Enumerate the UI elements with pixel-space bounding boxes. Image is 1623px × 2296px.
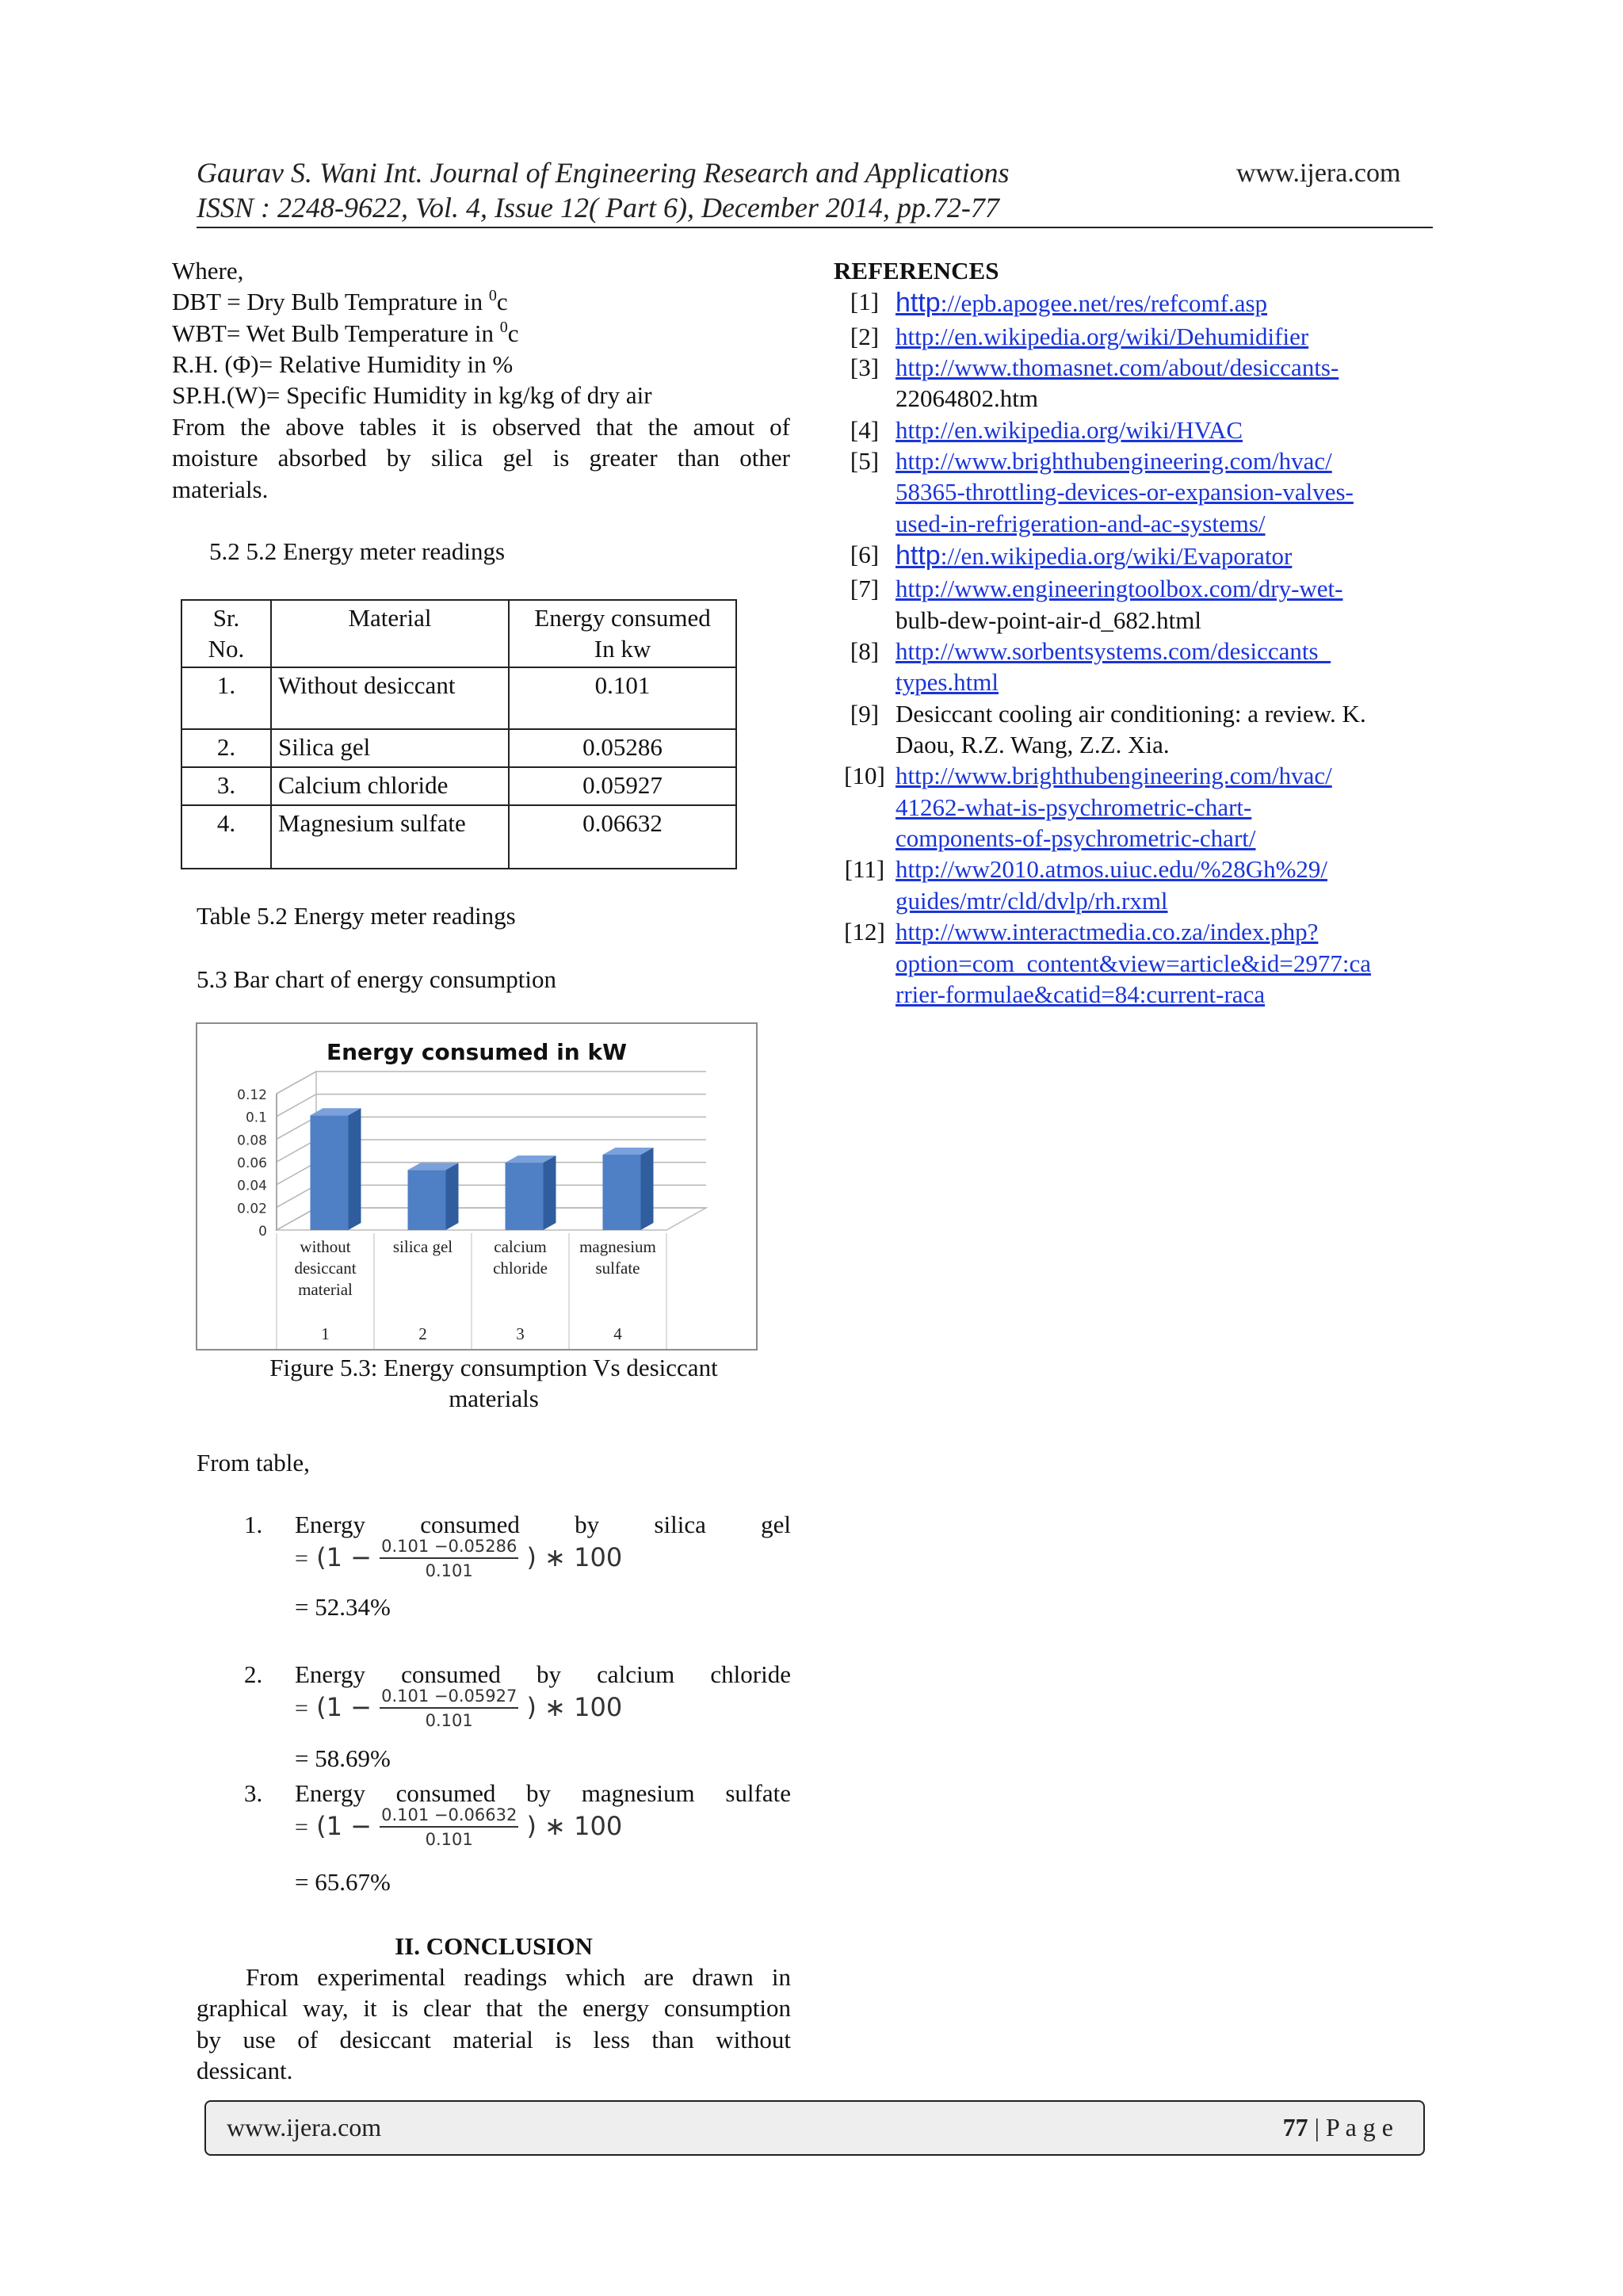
calc-number: 1.	[244, 1511, 263, 1538]
reference-link[interactable]: http://en.wikipedia.org/wiki/Dehumidifier	[896, 322, 1309, 350]
table-cell: 0.101	[509, 667, 736, 729]
category-number: 1	[321, 1324, 330, 1343]
table-header: Energy consumed In kw	[509, 600, 736, 667]
from-table-label: From table,	[197, 1449, 310, 1477]
reference-link[interactable]: used-in-refrigeration-and-ac-systems/	[896, 509, 1266, 537]
bar	[311, 1115, 349, 1230]
table-cell: Silica gel	[271, 729, 509, 767]
table-cell: Magnesium sulfate	[271, 805, 509, 869]
table-caption: Table 5.2 Energy meter readings	[197, 902, 516, 930]
figure-caption-line-2: materials	[449, 1385, 539, 1413]
category-number: 3	[516, 1324, 525, 1343]
y-tick-label: 0.02	[237, 1201, 267, 1217]
table-cell: 2.	[181, 729, 271, 767]
calc-statement: Energy consumed by silica gel	[295, 1511, 791, 1538]
category-label: sulfate	[595, 1259, 640, 1278]
table-cell: 0.05286	[509, 729, 736, 767]
journal-title: Gaurav S. Wani Int. Journal of Engineering Research and Applications	[197, 157, 1010, 189]
calc-result: = 58.69%	[295, 1744, 391, 1772]
sph-definition: SP.H.(W)= Specific Humidity in kg/kg of dry air	[172, 381, 652, 410]
conclusion-line: dessicant.	[197, 2057, 293, 2085]
dbt-definition: DBT = Dry Bulb Temprature in $^0$c	[172, 287, 508, 316]
reference-item: [11] http://ww2010.atmos.uiuc.edu/%28Gh%29/ guides/mtr/cld/dvlp/rh.rxml	[844, 855, 1328, 915]
table-cell: Calcium chloride	[271, 767, 509, 805]
references-section	[834, 255, 1436, 1010]
energy-table	[181, 599, 737, 869]
reference-link[interactable]: components-of-psychrometric-chart/	[896, 824, 1256, 853]
category-label: material	[298, 1280, 353, 1299]
reference-link[interactable]: http://en.wikipedia.org/wiki/Evaporator	[896, 541, 1293, 571]
category-label: silica gel	[392, 1237, 453, 1256]
table-header: Sr. No.	[181, 600, 271, 667]
definitions-block	[172, 255, 790, 505]
reference-link[interactable]: http://www.brighthubengineering.com/hvac/	[896, 446, 1332, 475]
reference-item: [5] http://www.brighthubengineering.com/hvac/ 58365-throttling-devices-or-expansion-valves- used-in-refrigeration-and-ac-systems/	[850, 446, 1354, 537]
table-cell: 0.05927	[509, 767, 736, 805]
reference-item: [2] http://en.wikipedia.org/wiki/Dehumidifier	[850, 322, 1309, 350]
figure-caption-line-1: Figure 5.3: Energy consumption Vs desiccant	[269, 1354, 718, 1381]
reference-link[interactable]: option=com_content&view=article&id=2977:ca	[896, 949, 1371, 977]
table-row	[181, 805, 736, 869]
gridline	[277, 1072, 706, 1094]
reference-item: [4] http://en.wikipedia.org/wiki/HVAC	[850, 415, 1243, 444]
calc-result: = 52.34%	[295, 1593, 391, 1621]
reference-item: [10] http://www.brighthubengineering.com/hvac/ 41262-what-is-psychrometric-chart- components-of-psychrometric-chart/	[844, 762, 1332, 853]
energy-bar-chart	[196, 1022, 758, 1350]
table-cell: 1.	[181, 667, 271, 729]
conclusion-line: graphical way, it is clear that the energy consumption	[197, 1994, 791, 2023]
observation-line-1: From the above tables it is observed that the amout of	[172, 412, 790, 441]
reference-link[interactable]: types.html	[896, 668, 999, 697]
chart-title: Energy consumed in kW	[326, 1039, 627, 1065]
journal-site[interactable]: www.ijera.com	[1236, 159, 1401, 188]
bar-side	[446, 1163, 459, 1230]
table-cell: 0.06632	[509, 805, 736, 869]
y-tick-label: 0.06	[237, 1156, 267, 1171]
reference-item: [12] http://www.interactmedia.co.za/index.php? option=com_content&view=article&id=2977:ca rrier-formulae&catid=84:current-raca	[844, 918, 1371, 1008]
references-heading: REFERENCES	[834, 257, 999, 285]
reference-link[interactable]: rrier-formulae&catid=84:current-raca	[896, 980, 1266, 1008]
category-label: magnesium	[579, 1237, 656, 1256]
bar-side	[641, 1148, 654, 1230]
table-header-row	[181, 600, 736, 667]
reference-link[interactable]: http://www.brighthubengineering.com/hvac/	[896, 762, 1332, 790]
figure-caption	[197, 1352, 791, 1415]
conclusion-body	[197, 1962, 791, 2086]
footer-site[interactable]: www.ijera.com	[227, 2113, 382, 2141]
category-label: without	[300, 1237, 351, 1256]
bar	[408, 1170, 446, 1230]
section-heading-5-2: 5.2 5.2 Energy meter readings	[209, 537, 506, 565]
page-footer	[204, 2100, 1425, 2156]
observation-line-2: moisture absorbed by silica gel is greater than other	[172, 444, 790, 472]
reference-item: [6] http://en.wikipedia.org/wiki/Evaporator	[850, 541, 1293, 571]
category-label: chloride	[493, 1259, 548, 1278]
category-label: desiccant	[294, 1259, 357, 1278]
category-number: 2	[418, 1324, 427, 1343]
observation-line-3: materials.	[172, 475, 269, 503]
y-tick-label: 0.04	[237, 1178, 267, 1194]
reference-link[interactable]: http://www.thomasnet.com/about/desiccants-	[896, 353, 1339, 381]
rh-definition: R.H. (Φ)= Relative Humidity in %	[172, 350, 514, 379]
calc-statement: Energy consumed by calcium chloride	[295, 1660, 791, 1688]
table-row	[181, 729, 736, 767]
calc-formula: = (1 − $\frac{0.101 -0.06632}{0.101}$ ) ∗ 100	[295, 1805, 623, 1850]
table-row	[181, 667, 736, 729]
calc-number: 3.	[244, 1779, 263, 1807]
reference-link[interactable]: guides/mtr/cld/dvlp/rh.rxml	[896, 886, 1168, 915]
section-heading-5-3: 5.3 Bar chart of energy consumption	[197, 965, 556, 993]
reference-item: [1] http://epb.apogee.net/res/refcomf.asp	[850, 288, 1268, 319]
table-cell: 3.	[181, 767, 271, 805]
table-cell: 4.	[181, 805, 271, 869]
category-label: calcium	[494, 1237, 547, 1256]
bar	[603, 1155, 641, 1230]
conclusion-heading: II. CONCLUSION	[395, 1932, 593, 1960]
reference-item: [8] http://www.sorbentsystems.com/desiccants_ types.html	[850, 636, 1331, 697]
conclusion-line: From experimental readings which are drawn in	[246, 1963, 791, 1991]
bar-side	[544, 1156, 556, 1230]
wbt-definition: WBT= Wet Bulb Temperature in $^0$c	[172, 318, 519, 347]
bar-side	[349, 1108, 361, 1230]
calc-formula: = (1 − $\frac{0.101 -0.05286}{0.101}$ ) ∗ 100	[295, 1537, 623, 1581]
reference-item: [7] http://www.engineeringtoolbox.com/dry-wet- bulb-dew-point-air-d_682.html	[850, 575, 1343, 634]
header-rule	[197, 227, 1433, 228]
calc-number: 2.	[244, 1660, 263, 1688]
reference-link[interactable]: 41262-what-is-psychrometric-chart-	[896, 793, 1252, 821]
reference-link[interactable]: http://www.interactmedia.co.za/index.php?	[896, 918, 1319, 946]
calc-statement: Energy consumed by magnesium sulfate	[295, 1779, 791, 1807]
where-label: Where,	[172, 257, 244, 285]
table-cell: Without desiccant	[271, 667, 509, 729]
table-header: Material	[271, 600, 509, 667]
category-number: 4	[613, 1324, 622, 1343]
bar	[506, 1163, 544, 1230]
reference-link[interactable]: http://epb.apogee.net/res/refcomf.asp	[896, 288, 1268, 319]
reference-link[interactable]: http://www.sorbentsystems.com/desiccants_	[896, 636, 1331, 665]
reference-link[interactable]: 58365-throttling-devices-or-expansion-valves-	[896, 478, 1354, 506]
reference-link[interactable]: http://ww2010.atmos.uiuc.edu/%28Gh%29/	[896, 855, 1328, 884]
reference-link[interactable]: http://www.engineeringtoolbox.com/dry-wet-	[896, 575, 1343, 603]
y-tick-label: 0.08	[237, 1133, 267, 1149]
reference-item: [9] Desiccant cooling air conditioning: a review. K. Daou, R.Z. Wang, Z.Z. Xia.	[850, 699, 1366, 759]
y-tick-label: 0.12	[237, 1087, 267, 1103]
calc-formula: = (1 − $\frac{0.101 -0.05927}{0.101}$ ) ∗ 100	[295, 1687, 623, 1731]
calc-result: = 65.67%	[295, 1868, 391, 1896]
reference-item: [3] http://www.thomasnet.com/about/desiccants- 22064802.htm	[850, 353, 1339, 413]
journal-issn: ISSN : 2248-9622, Vol. 4, Issue 12( Part 6), December 2014, pp.72-77	[197, 192, 999, 223]
chart-plot	[197, 1024, 756, 1349]
y-tick-label: 0	[258, 1224, 267, 1240]
conclusion-line: by use of desiccant material is less than without	[197, 2025, 791, 2053]
page-number: 77 | P a g e	[1282, 2113, 1393, 2141]
reference-link[interactable]: http://en.wikipedia.org/wiki/HVAC	[896, 415, 1243, 444]
table-row	[181, 767, 736, 805]
y-tick-label: 0.1	[245, 1110, 267, 1126]
